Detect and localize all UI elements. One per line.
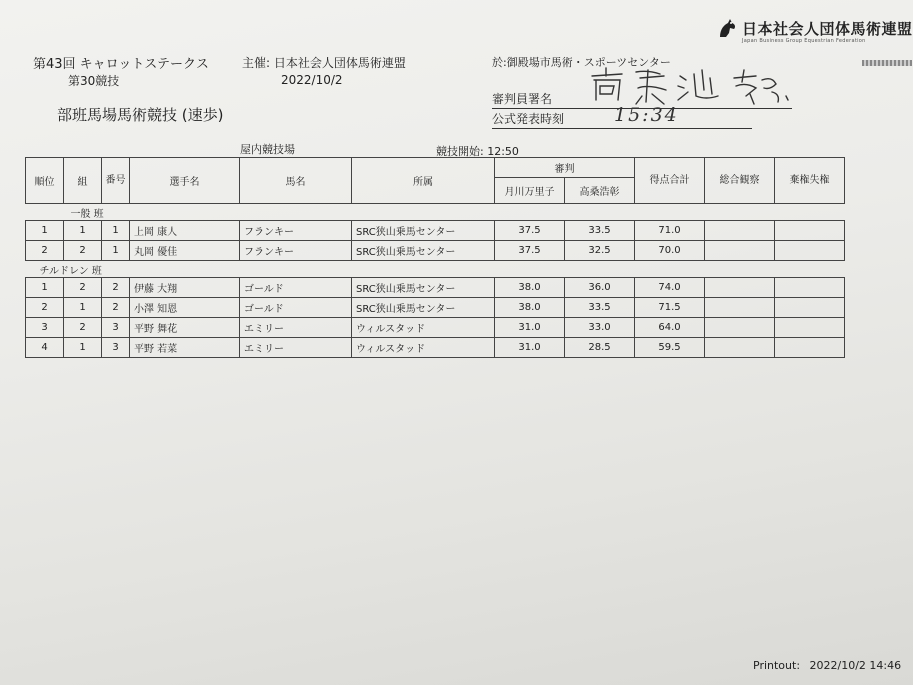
printout-value: 2022/10/2 14:46 [809, 659, 902, 672]
judge-2-score-cell: 33.0 [565, 318, 635, 338]
official-time-handwritten: 15:34 [614, 104, 679, 126]
judge-2-score-cell: 33.5 [565, 298, 635, 318]
printout-stamp [753, 659, 901, 672]
federation-logo [716, 17, 913, 39]
number-cell: 3 [102, 338, 130, 358]
affiliation-cell: ウィルスタッド [352, 338, 495, 358]
rank-cell: 4 [26, 338, 64, 358]
group-cell: 1 [64, 221, 102, 241]
number-cell: 1 [102, 221, 130, 241]
header-judge-2: 高桑浩彰 [565, 178, 635, 204]
venue: 於:御殿場市馬術・スポーツセンター [492, 56, 671, 69]
group-cell: 1 [64, 298, 102, 318]
rider-cell: 丸岡 優佳 [130, 241, 240, 261]
horse-logo-icon [716, 17, 738, 39]
judge-1-score-cell: 31.0 [495, 318, 565, 338]
event-title: 第43回 キャロットステークス [33, 57, 209, 72]
results-table [25, 157, 845, 358]
table-row [26, 241, 845, 261]
horse-cell: エミリー [240, 338, 352, 358]
table-row [26, 338, 845, 358]
judge-1-score-cell: 37.5 [495, 241, 565, 261]
judge-1-score-cell: 31.0 [495, 338, 565, 358]
affiliation-cell: SRC狭山乗馬センター [352, 278, 495, 298]
total-score-cell: 64.0 [635, 318, 705, 338]
decorative-stripe [862, 60, 912, 66]
header-judges: 審判 [495, 158, 635, 178]
event-date: 2022/10/2 [281, 73, 343, 87]
logo-name: 日本社会人団体馬術連盟 [742, 19, 913, 38]
affiliation-cell: SRC狭山乗馬センター [352, 298, 495, 318]
total-score-cell: 59.5 [635, 338, 705, 358]
affiliation-cell: ウィルスタッド [352, 318, 495, 338]
header-overall-impression: 総合観察 [705, 158, 775, 204]
horse-cell: ゴールド [240, 278, 352, 298]
total-score-cell: 74.0 [635, 278, 705, 298]
judge-2-score-cell: 32.5 [565, 241, 635, 261]
withdrawn-cell [775, 298, 845, 318]
horse-cell: フランキー [240, 241, 352, 261]
section-label: チルドレン 班 [26, 261, 845, 278]
impression-cell [705, 241, 775, 261]
group-cell: 1 [64, 338, 102, 358]
header-rank: 順位 [26, 158, 64, 204]
section-label: 一般 班 [26, 204, 845, 221]
number-cell: 3 [102, 318, 130, 338]
withdrawn-cell [775, 338, 845, 358]
table-row [26, 221, 845, 241]
section-header-row [26, 204, 845, 221]
official-time-label: 公式発表時刻 [492, 112, 565, 126]
judge-1-score-cell: 38.0 [495, 278, 565, 298]
impression-cell [705, 338, 775, 358]
rider-cell: 伊藤 大翔 [130, 278, 240, 298]
horse-cell: ゴールド [240, 298, 352, 318]
header-total-score: 得点合計 [635, 158, 705, 204]
rank-cell: 3 [26, 318, 64, 338]
table-row [26, 298, 845, 318]
total-score-cell: 70.0 [635, 241, 705, 261]
number-cell: 1 [102, 241, 130, 261]
competition-number: 第30競技 [68, 74, 120, 88]
judge-2-score-cell: 33.5 [565, 221, 635, 241]
header-affiliation: 所属 [352, 158, 495, 204]
rider-cell: 平野 若菜 [130, 338, 240, 358]
section-header-row [26, 261, 845, 278]
rank-cell: 2 [26, 298, 64, 318]
affiliation-cell: SRC狭山乗馬センター [352, 221, 495, 241]
header-horse: 馬名 [240, 158, 352, 204]
header-rider: 選手名 [130, 158, 240, 204]
printout-label: Printout: [753, 659, 801, 672]
judge-1-score-cell: 38.0 [495, 298, 565, 318]
rider-cell: 小澤 知恩 [130, 298, 240, 318]
judge-2-score-cell: 36.0 [565, 278, 635, 298]
organizer: 主催: 日本社会人団体馬術連盟 [242, 56, 406, 70]
table-row [26, 278, 845, 298]
header-judge-1: 月川万里子 [495, 178, 565, 204]
horse-cell: フランキー [240, 221, 352, 241]
affiliation-cell: SRC狭山乗馬センター [352, 241, 495, 261]
group-cell: 2 [64, 241, 102, 261]
table-row [26, 318, 845, 338]
number-cell: 2 [102, 298, 130, 318]
class-name: 部班馬場馬術競技 (速歩) [57, 106, 224, 124]
impression-cell [705, 221, 775, 241]
total-score-cell: 71.0 [635, 221, 705, 241]
impression-cell [705, 298, 775, 318]
impression-cell [705, 278, 775, 298]
header-number: 番号 [102, 158, 130, 204]
judge-1-score-cell: 37.5 [495, 221, 565, 241]
judge-2-score-cell: 28.5 [565, 338, 635, 358]
rider-cell: 上岡 康人 [130, 221, 240, 241]
withdrawn-cell [775, 318, 845, 338]
withdrawn-cell [775, 241, 845, 261]
header-group: 組 [64, 158, 102, 204]
rank-cell: 1 [26, 278, 64, 298]
horse-cell: エミリー [240, 318, 352, 338]
withdrawn-cell [775, 278, 845, 298]
start-time: 競技開始: 12:50 [436, 145, 519, 158]
arena-label: 屋内競技場 [240, 143, 295, 156]
group-cell: 2 [64, 278, 102, 298]
withdrawn-cell [775, 221, 845, 241]
group-cell: 2 [64, 318, 102, 338]
rank-cell: 2 [26, 241, 64, 261]
impression-cell [705, 318, 775, 338]
rider-cell: 平野 舞花 [130, 318, 240, 338]
total-score-cell: 71.5 [635, 298, 705, 318]
judge-signature-label: 審判員署名 [492, 92, 553, 106]
logo-subtitle: Japan Business Group Equestrian Federation [742, 38, 866, 44]
number-cell: 2 [102, 278, 130, 298]
header-withdrawn: 棄権失権 [775, 158, 845, 204]
handwritten-signature [586, 66, 796, 108]
rank-cell: 1 [26, 221, 64, 241]
